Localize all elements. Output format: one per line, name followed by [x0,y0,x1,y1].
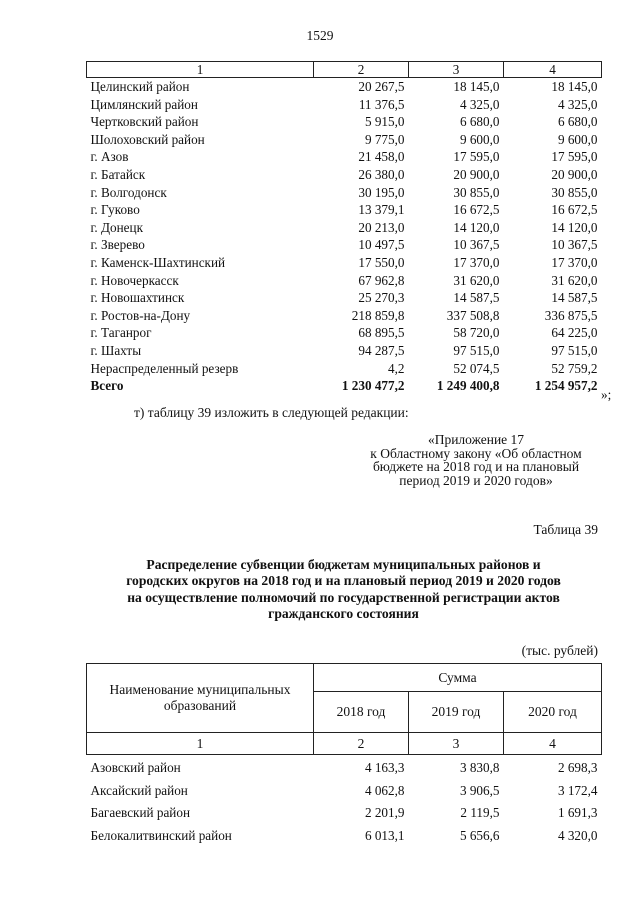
value-2020-cell: 20 900,0 [551,166,598,182]
value-2020-cell: 97 515,0 [551,342,598,358]
value-2020-cell: 1 691,3 [557,805,598,820]
value-2020-cell: 64 225,0 [551,325,598,341]
value-2018-cell: 6 013,1 [364,827,405,843]
value-2019-cell: 17 595,0 [453,149,500,165]
municipality-cell: Аксайский район [90,782,188,798]
table-header-row [87,62,602,78]
municipality-cell: г. Новошахтинск [90,290,185,306]
value-2019-cell: 97 515,0 [453,342,500,358]
value-2020-cell: 3 172,4 [557,782,598,798]
municipality-cell: Багаевский район [90,805,191,820]
value-2020-cell: 18 145,0 [551,79,598,94]
value-2019-cell: 6 680,0 [459,114,500,130]
value-2019-cell: 3 906,5 [459,782,500,798]
value-2018-cell: 25 270,3 [358,290,405,306]
table-row [87,78,602,96]
municipality-cell: г. Ростов-на-Дону [90,307,191,323]
table-row [87,307,602,325]
table-row [87,802,602,825]
municipality-cell: г. Новочеркасск [90,272,179,288]
page-number: 1529 [306,28,334,43]
value-2019-cell: 30 855,0 [453,184,500,200]
table-row [87,289,602,307]
value-2018-cell: 4 062,8 [364,782,405,798]
table-row [87,166,602,184]
subvention-table [86,663,602,847]
table-row [87,342,602,360]
header-cell: 2 [314,62,409,78]
municipality-cell: г. Гуково [90,202,140,218]
value-2020-cell: 17 370,0 [551,254,598,270]
value-2019-cell: 20 900,0 [453,166,500,182]
value-2020-cell: 30 855,0 [551,184,598,200]
value-2018-cell: 218 859,8 [351,307,405,323]
header-cell: 4 [504,62,602,78]
value-2020-cell: 4 325,0 [557,96,598,112]
amendment-text: т) таблицу 39 изложить в следующей редакции: [134,405,409,420]
header-year-cell: 2018 год [314,692,409,733]
value-2018-cell: 67 962,8 [358,272,405,288]
value-2018-cell: 20 213,0 [358,219,405,235]
value-2020-cell: 14 587,5 [551,290,598,306]
municipality-cell: Целинский район [90,79,190,94]
header-cell: 3 [409,62,504,78]
appendix-line: «Приложение 17 [427,432,525,447]
municipality-cell: Азовский район [90,760,181,775]
title-line: Распределение субвенции бюджетам муниципальных районов и [146,557,541,572]
municipality-cell: г. Донецк [90,219,143,235]
header-cell: 1 [87,62,314,78]
table-title [86,557,601,622]
appendix-reference [354,433,598,487]
value-2020-cell: 52 759,2 [551,360,598,376]
table-row [87,324,602,342]
municipality-cell: г. Каменск-Шахтинский [90,254,226,270]
header-year-cell: 2020 год [504,692,602,733]
municipality-cell: г. Волгодонск [90,184,167,200]
table-row [87,755,602,780]
value-2018-cell: 26 380,0 [358,166,405,182]
value-2020-cell: 336 875,5 [544,307,598,323]
municipality-cell: Нераспределенный резерв [90,360,239,376]
municipality-cell: г. Азов [90,149,129,165]
value-2018-cell: 4 163,3 [364,760,405,775]
table-row [87,201,602,219]
municipality-cell: Белокалитвинский район [90,827,232,843]
value-2019-cell: 10 367,5 [453,237,500,253]
value-2019-cell: 2 119,5 [460,805,500,820]
value-2018-cell: 17 550,0 [358,254,405,270]
table-row [87,780,602,803]
value-2020-cell: 4 320,0 [557,827,598,843]
value-2018-cell: 68 895,5 [358,325,405,341]
units-label: (тыс. рублей) [521,643,598,658]
value-2018-cell: 1 230 477,2 [341,378,405,394]
value-2018-cell: 21 458,0 [358,149,405,165]
municipality-cell: г. Зверево [90,237,145,253]
header-name-cell: Наименование муниципальных образований [87,664,314,733]
value-2019-cell: 14 120,0 [453,219,500,235]
table-row [87,148,602,166]
header-sum-cell: Сумма [314,664,602,692]
table-row [87,113,602,131]
column-number-cell: 1 [87,733,314,755]
header-year-cell: 2019 год [409,692,504,733]
table-row [87,254,602,272]
value-2018-cell: 9 775,0 [364,131,405,147]
table-closing-mark: »; [601,387,612,402]
value-2018-cell: 5 915,0 [364,114,405,130]
title-line: на осуществление полномочий по государственной регистрации актов [127,589,560,605]
value-2020-cell: 9 600,0 [557,131,598,147]
value-2019-cell: 4 325,0 [459,96,500,112]
table-row [87,236,602,254]
value-2018-cell: 4,2 [388,360,405,376]
value-2019-cell: 1 249 400,8 [436,378,500,394]
table-row [87,272,602,290]
table-number-row [87,733,602,755]
value-2020-cell: 2 698,3 [557,760,598,775]
appendix-line: период 2019 и 2020 годов» [399,472,553,488]
appendix-line: бюджете на 2018 год и на плановый [372,459,580,475]
value-2020-cell: 31 620,0 [551,272,598,288]
value-2020-cell: 10 367,5 [551,237,598,253]
value-2019-cell: 17 370,0 [453,254,500,270]
value-2019-cell: 5 656,6 [459,827,500,843]
table-header-row [87,664,602,692]
title-line: гражданского состояния [268,605,419,621]
municipality-cell: Цимлянский район [90,96,198,112]
table-row [87,219,602,237]
table-row [87,131,602,149]
table-row [87,377,602,395]
municipality-cell: г. Шахты [90,342,142,358]
value-2020-cell: 6 680,0 [557,114,598,130]
municipality-cell: Чертковский район [90,114,199,130]
column-number-cell: 2 [314,733,409,755]
table-row [87,184,602,202]
value-2019-cell: 14 587,5 [453,290,500,306]
continuation-table [86,61,602,395]
value-2019-cell: 31 620,0 [453,272,500,288]
table-row [87,360,602,378]
column-number-cell: 3 [409,733,504,755]
value-2018-cell: 2 201,9 [364,805,405,820]
value-2018-cell: 11 376,5 [358,96,405,112]
value-2018-cell: 13 379,1 [358,202,405,218]
value-2019-cell: 337 508,8 [446,307,500,323]
municipality-cell: Шолоховский район [90,131,205,147]
value-2020-cell: 14 120,0 [551,219,598,235]
value-2020-cell: 1 254 957,2 [534,378,598,394]
value-2018-cell: 10 497,5 [358,237,405,253]
value-2019-cell: 3 830,8 [459,760,500,775]
value-2018-cell: 20 267,5 [358,79,405,94]
table-label: Таблица 39 [533,522,598,537]
column-number-cell: 4 [504,733,602,755]
value-2018-cell: 94 287,5 [358,342,405,358]
table-row [87,825,602,848]
municipality-cell: г. Таганрог [90,325,152,341]
value-2020-cell: 17 595,0 [551,149,598,165]
municipality-cell: г. Батайск [90,166,146,182]
appendix-line: к Областному закону «Об областном [370,445,582,461]
value-2019-cell: 58 720,0 [453,325,500,341]
table-row [87,96,602,114]
value-2019-cell: 52 074,5 [453,360,500,376]
title-line: городских округов на 2018 год и на плановый период 2019 и 2020 годов [126,573,561,589]
value-2018-cell: 30 195,0 [358,184,405,200]
value-2019-cell: 18 145,0 [453,79,500,94]
value-2019-cell: 16 672,5 [453,202,500,218]
value-2019-cell: 9 600,0 [459,131,500,147]
value-2020-cell: 16 672,5 [551,202,598,218]
municipality-cell: Всего [90,378,124,394]
